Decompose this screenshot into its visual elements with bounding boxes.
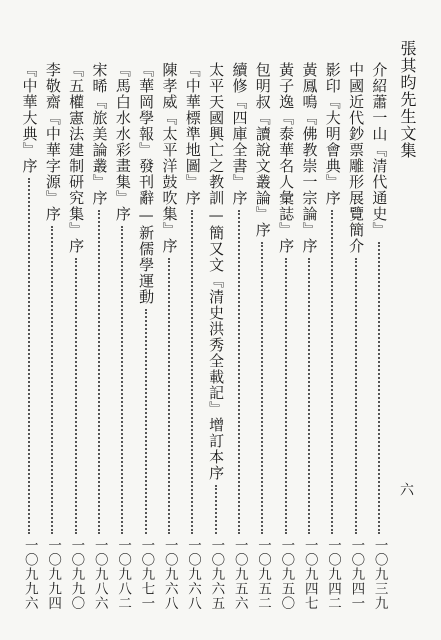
dot-leader: [168, 258, 170, 534]
dot-leader: [121, 226, 123, 534]
book-title: 張其昀先生文集: [398, 40, 417, 159]
toc-entry[interactable]: [369, 62, 389, 610]
toc-entry-page: 一〇九九六: [21, 537, 38, 610]
toc-entry-page: 一〇九五〇: [278, 537, 295, 610]
toc-entry-title: 陳孝威『太平洋鼓吹集』序: [160, 62, 179, 254]
dot-leader: [285, 258, 287, 534]
toc-entry-page: 一〇九四一: [348, 537, 365, 610]
dot-leader: [308, 258, 310, 534]
toc-entry-title: 『中華大典』序: [20, 62, 39, 174]
toc-entry-page: 一〇九六八: [185, 537, 202, 610]
toc-entry-title: 影印『大明會典』序: [323, 62, 342, 206]
dot-leader: [355, 258, 357, 534]
toc-entry-page: 一〇九八二: [115, 537, 132, 610]
dot-leader: [215, 485, 217, 534]
toc-entry[interactable]: [42, 62, 62, 610]
dot-leader: [238, 210, 240, 534]
toc-entry-page: 一〇九七一: [138, 537, 155, 610]
dot-leader: [75, 258, 77, 534]
toc-entry[interactable]: [229, 62, 249, 610]
toc-entry-title: 介紹蕭一山『清代通史』: [370, 62, 389, 238]
toc-entry-title: 續修『四庫全書』序: [230, 62, 249, 206]
toc-entry-title: 中國近代鈔票雕形展覽簡介: [347, 62, 366, 254]
toc-entry-page: 一〇九六八: [161, 537, 178, 610]
toc-entry-page: 一〇九五六: [231, 537, 248, 610]
toc-entry-page: 一〇九五二: [255, 537, 272, 610]
toc-entry-title: 李敬齋『中華字源』序: [43, 62, 62, 222]
toc-entry-title: 黃子逸『泰華名人彙誌』序: [277, 62, 296, 254]
dot-leader: [28, 178, 30, 534]
toc-entry[interactable]: [276, 62, 296, 610]
toc-entry-page: 一〇九四七: [301, 537, 318, 610]
toc-entry[interactable]: [159, 62, 179, 610]
toc-entry[interactable]: [112, 62, 132, 610]
toc-entry[interactable]: [89, 62, 109, 610]
toc-entry[interactable]: [206, 62, 226, 610]
table-of-contents: [19, 62, 389, 610]
toc-entry-title: 『中華標準地圖』序: [183, 62, 202, 206]
toc-entry-title: 『五權憲法建制研究集』序: [67, 62, 86, 254]
toc-entry[interactable]: [299, 62, 319, 610]
dot-leader: [261, 242, 263, 534]
dot-leader: [98, 210, 100, 534]
toc-entry-title: 太平天國興亡之教訓—簡又文『清史洪秀全載記』增訂本序: [207, 62, 226, 481]
dot-leader: [145, 309, 147, 534]
toc-entry[interactable]: [182, 62, 202, 610]
toc-entry-title: 『華岡學報』發刊辭—新儒學運動: [137, 62, 156, 305]
toc-entry[interactable]: [322, 62, 342, 610]
toc-entry-page: 一〇九九〇: [68, 537, 85, 610]
toc-entry-title: 『馬白水水彩畫集』序: [113, 62, 132, 222]
toc-entry[interactable]: [19, 62, 39, 610]
toc-entry-title: 包明叔『讀說文叢論』序: [253, 62, 272, 238]
toc-entry[interactable]: [346, 62, 366, 610]
toc-entry-page: 一〇九六五: [208, 537, 225, 610]
toc-entry-title: 宋晞『旅美論叢』序: [90, 62, 109, 206]
dot-leader: [331, 210, 333, 534]
toc-entry-title: 黃鳳鳴『佛教崇一宗論』序: [300, 62, 319, 254]
toc-entry[interactable]: [252, 62, 272, 610]
dot-leader: [191, 210, 193, 534]
dot-leader: [378, 242, 380, 534]
toc-entry[interactable]: [136, 62, 156, 610]
dot-leader: [51, 226, 53, 534]
toc-entry-page: 一〇九八六: [91, 537, 108, 610]
toc-entry-page: 一〇九三九: [371, 537, 388, 610]
toc-entry[interactable]: [66, 62, 86, 610]
toc-entry-page: 一〇九九四: [45, 537, 62, 610]
toc-entry-page: 一〇九四二: [325, 537, 342, 610]
page-number: 六: [398, 482, 414, 496]
